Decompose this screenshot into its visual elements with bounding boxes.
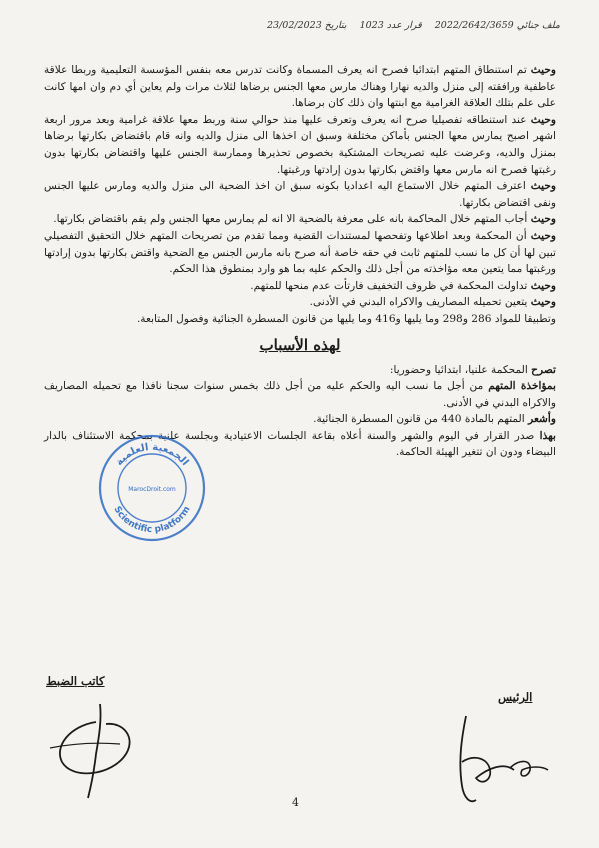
clerk-label: كاتب الضبط bbox=[46, 674, 105, 688]
paragraph-8: وتطبيقا للمواد 286 و298 وما يليها و416 وما يليها من قانون المسطرة الجنائية وفصول المتابعة. bbox=[136, 312, 556, 325]
paragraph-4: وحيث أجاب المتهم خلال المحاكمة بانه على معرفة بالضحية الا انه لم يمارس معها الجنس ولم يقم باقتضاض بكارتها. bbox=[53, 213, 556, 226]
stamp-bottom-text: Scientific platform bbox=[111, 504, 193, 536]
stamp-center-text: MarocDroit.com bbox=[128, 486, 176, 493]
clerk-signature bbox=[40, 692, 150, 802]
file-header bbox=[110, 20, 560, 31]
verdict-2: بمؤاخذة المتهم من أجل ما نسب اليه والحكم عليه من أجل ذلك بخمس سنوات سجنا نافذا مع تحميله المصاريف والاكراه البدني في الأدنى. bbox=[44, 380, 556, 409]
svg-text:الجمعية العلمية bbox=[114, 442, 191, 468]
paragraph-1: وحيث تم استنطاق المتهم ابتدائيا فصرح انه يعرف المسماة وكانت تدرس معه بنفس المؤسسة التعليمية وربطا علاقة عاطفية ورافقته إلى منزل والديه نهارا وهناك مارس معها الجنس برضاها لثلاث مرات ولم يعاين أي دم وان امها كانت على علم بتلك العلاقة الغرامية مع ابنتها وان ذلك كان برضاها. bbox=[44, 64, 556, 110]
verdict-3: وأشعر المتهم بالمادة 440 من قانون المسطرة الجنائية. bbox=[313, 413, 556, 426]
page-number: 4 bbox=[292, 796, 299, 809]
file-number: ملف جنائي 2022/2642/3659 bbox=[434, 20, 560, 31]
president-label: الرئيس bbox=[498, 690, 533, 704]
paragraph-6: وحيث تداولت المحكمة في ظروف التخفيف فارتأت عدم منحها للمتهم. bbox=[250, 279, 556, 292]
president-signature bbox=[448, 708, 558, 808]
section-heading: لهذه الأسباب bbox=[259, 335, 341, 354]
paragraph-3: وحيث اعترف المتهم خلال الاستماع اليه اعداديا بكونه سبق ان اخذ الضحية الى منزل والديه ومارس عليها الجنس ونفى اقتضاض بكارتها. bbox=[44, 180, 556, 209]
paragraph-2: وحيث عند استنطاقه تفصيليا صرح انه يعرف وتعرف عليها منذ حوالي سنة وربط معها علاقة غرامية وبعد مرور اربعة اشهر اصبح يمارس معها الجنس بأماكن مختلفة وسبق ان اخذها الى منزل والديه وانه قام باقتضاض بكارتها برضاها بمنزل والديه، وعرضت عليه تصريحات المشتكية بخصوص تحذيرها وممارسة الجنس عليها واقتضاض بكارتها بدون رغبتها فصرح انه مارس معها واقتض بكارتها بدون إرادتها ورغبتها. bbox=[44, 113, 556, 176]
seal-stamp bbox=[96, 432, 208, 544]
verdict-4: بهذا صدر القرار في اليوم والشهر والسنة أعلاه بقاعة الجلسات الاعتيادية وبجلسة علنية بمحكمة الاستئناف بالدار البيضاء ودون ان تتغير الهيئة الحاكمة. bbox=[44, 429, 556, 459]
paragraph-7: وحيث يتعين تحميله المصاريف والاكراه البدني في الأدنى. bbox=[309, 296, 556, 309]
judgment-body bbox=[44, 62, 556, 461]
decision-number: قرار عدد 1023 bbox=[359, 20, 422, 31]
stamp-top-text: الجمعية العلمية bbox=[113, 441, 191, 468]
decision-date: بتاريخ 23/02/2023 bbox=[267, 20, 347, 31]
verdict-1: تصرح المحكمة علنيا، ابتدائيا وحضوريا: bbox=[389, 363, 556, 376]
paragraph-5: وحيث أن المحكمة وبعد اطلاعها وتفحصها لمستندات القضية ومما تقدم من تصريحات المتهم خلال التحقيق التفصيلي تبين لها أن كل ما نسب للمتهم ثابت في حقه خاصة أنه صرح بانه مارس الجنس مع الضحية واقتض بكارتها بدون إرادتها ورغبتها مما يتعين معه مؤاخذته من أجل ذلك والحكم عليه بما هو وارد بمنطوق هذا الحكم. bbox=[44, 229, 556, 276]
